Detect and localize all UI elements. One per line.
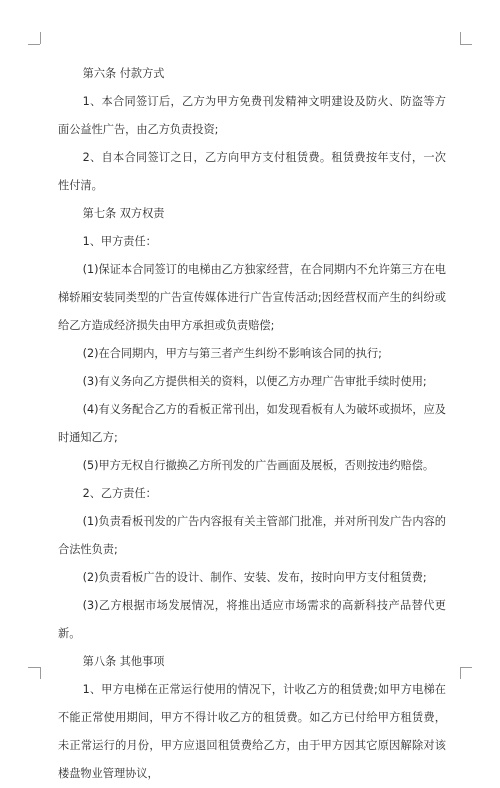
subheading-party-b: 2、乙方责任：	[82, 487, 157, 500]
paragraph: 1、本合同签订后，乙方为甲方免费刊发精神文明建设及防火、防盗等方面公益性广告，由乙方负责投资;	[58, 95, 446, 136]
paragraph: (5)甲方无权自行撤换乙方所刊发的广告画面及展板，否则按违约赔偿。	[82, 459, 435, 472]
crop-mark-bottom-left-v	[40, 667, 41, 679]
crop-mark-top-right-h	[460, 44, 472, 45]
crop-mark-bottom-left-h	[28, 667, 40, 668]
paragraph: (4)有义务配合乙方的看板正常刊出，如发现看板有人为破坏或损坏，应及时通知乙方;	[58, 403, 446, 444]
paragraph: (1)保证本合同签订的电梯由乙方独家经营，在合同期内不允许第三方在电梯轿厢安装同类型的广告宣传媒体进行广告宣传活动;因经营权而产生的纠纷或给乙方造成经济损失由甲方承担或负责赔偿;	[58, 263, 446, 332]
paragraph: (2)负责看板广告的设计、制作、安装、发布，按时向甲方支付租赁费;	[82, 571, 427, 584]
crop-mark-top-left-v	[40, 32, 41, 44]
crop-mark-top-left-h	[28, 44, 40, 45]
paragraph: 1、甲方电梯在正常运行使用的情况下，计收乙方的租赁费;如甲方电梯在不能正常使用期间，甲方不得计收乙方的租赁费。如乙方已付给甲方租赁费，未正常运行的月份，甲方应退回租赁费给乙方，由于甲方因其它原因解除对该楼盘物业管理协议，	[58, 683, 446, 780]
paragraph: (1)负责看板刊发的广告内容报有关主管部门批准，并对所刊发广告内容的合法性负责;	[58, 515, 446, 556]
subheading-party-a: 1、甲方责任：	[82, 235, 157, 248]
paragraph: (3)乙方根据市场发展情况，将推出适应市场需求的高新科技产品替代更新。	[58, 599, 446, 640]
section-heading-article-8: 第八条 其他事项	[82, 655, 165, 668]
crop-mark-bottom-right-v	[460, 667, 461, 679]
document-body	[58, 60, 446, 788]
section-heading-article-7: 第七条 双方权责	[82, 207, 165, 220]
crop-mark-top-right-v	[460, 32, 461, 44]
crop-mark-bottom-right-h	[460, 667, 472, 668]
paragraph: (2)在合同期内，甲方与第三者产生纠纷不影响该合同的执行;	[82, 347, 382, 360]
paragraph: 2、自本合同签订之日，乙方向甲方支付租赁费。租赁费按年支付，一次性付清。	[58, 151, 446, 192]
section-heading-article-6: 第六条 付款方式	[82, 67, 165, 80]
paragraph: (3)有义务向乙方提供相关的资料，以便乙方办理广告审批手续时使用;	[82, 375, 427, 388]
